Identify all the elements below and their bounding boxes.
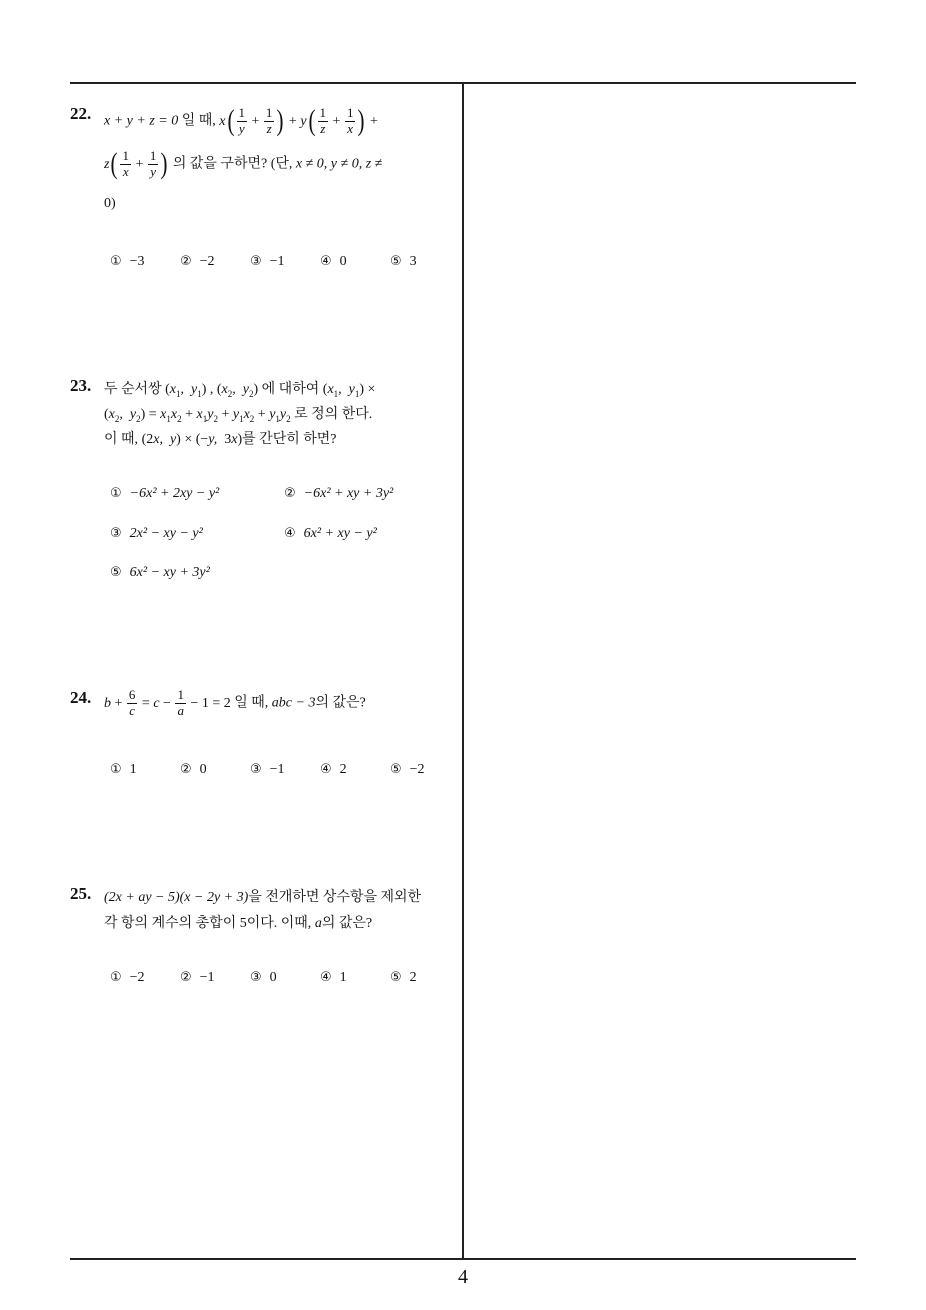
choice-5[interactable]: ⑤ −2 <box>390 762 425 777</box>
column-divider <box>462 82 464 1259</box>
condition-expr: x + y + z = 0 <box>104 113 179 129</box>
choice-3[interactable]: ③ −1 <box>250 762 285 777</box>
problem-25 <box>70 884 456 994</box>
problem-text: 를 간단히 하면? <box>242 432 337 447</box>
choice-3[interactable]: ③ 0 <box>250 970 277 985</box>
choice-5[interactable]: ⑤ 2 <box>390 970 417 985</box>
condition-expr: x ≠ 0, y ≠ 0, z ≠ <box>295 156 383 172</box>
expression: ($x_1$, $y_1$) , ($x_2$, $y_2$) <box>165 382 259 399</box>
problem-text: 각 항의 계수의 총합이 5이다. 이때, <box>104 916 312 931</box>
choice-1[interactable]: ① −2 <box>110 970 145 985</box>
problem-text: 두 순서쌍 <box>104 382 162 397</box>
choice-3[interactable]: ③ −1 <box>250 254 285 269</box>
problem-23-line-1 <box>104 378 375 399</box>
bottom-rule <box>70 1258 856 1260</box>
choice-2[interactable]: ② −2 <box>180 254 215 269</box>
choice-5[interactable]: ⑤ 3 <box>390 254 417 269</box>
expression: ($x_1$, $y_1$) × <box>322 382 376 399</box>
problem-23 <box>70 376 456 596</box>
choice-5[interactable]: ⑤ 6x² − xy + 3y² <box>110 565 210 580</box>
problem-text: 0) <box>104 196 116 211</box>
choice-2[interactable]: ② −1 <box>180 970 215 985</box>
variable: a <box>314 916 322 931</box>
problem-text: 일 때, <box>181 113 216 129</box>
problem-25-line-2 <box>104 912 372 932</box>
problem-22 <box>70 104 456 284</box>
expression: z( $\frac{1}{x}$ + $\frac{1}{y}$ ) <box>104 147 168 181</box>
choice-1[interactable]: ① −6x² + 2xy − y² <box>110 486 220 501</box>
choice-1[interactable]: ① 1 <box>110 762 137 777</box>
choice-4[interactable]: ④ 6x² + xy − y² <box>284 526 377 541</box>
problem-text: 을 전개하면 상수항을 제외한 <box>248 890 422 905</box>
problem-24 <box>70 688 456 798</box>
choice-4[interactable]: ④ 0 <box>320 254 347 269</box>
expression: ($x_2$, $y_2) = x_1x_2 + x_1y_2 + y_1x_2 + y_1y_2$ <box>104 407 291 424</box>
problem-23-line-2 <box>104 403 372 424</box>
problem-text: 의 값은? <box>315 695 366 711</box>
page-number: 4 <box>458 1266 468 1288</box>
choice-2[interactable]: ② 0 <box>180 762 207 777</box>
expression: (2x, y) × (−y, 3x) <box>141 432 243 447</box>
choice-1[interactable]: ① −3 <box>110 254 145 269</box>
problem-22-line-2 <box>104 149 382 180</box>
problem-text: 일 때, <box>234 695 269 711</box>
expression: b + $\frac{6}{c}$ = c − $\frac{1}{a}$ − 1 = 2 <box>104 687 231 718</box>
problem-number: 22. <box>70 104 92 123</box>
problem-number: 25. <box>70 884 92 903</box>
problem-text: 의 값은? <box>321 916 373 931</box>
choice-4[interactable]: ④ 2 <box>320 762 347 777</box>
problem-text: 의 값을 구하면? (단, <box>172 156 293 172</box>
problem-text: 에 대하여 <box>261 382 320 397</box>
choice-4[interactable]: ④ 1 <box>320 970 347 985</box>
expression: x( $\frac{1}{y}$ + $\frac{1}{z}$ ) + y( $\frac{1}{z}$ + $\frac{1}{x}$ ) + <box>219 104 378 138</box>
problem-25-line-1 <box>104 886 421 906</box>
problem-22-line-3 <box>104 196 116 212</box>
problem-text: 이 때, <box>104 432 139 447</box>
problem-number: 23. <box>70 376 92 395</box>
problem-24-line-1 <box>104 688 366 719</box>
expression: (2x + ay − 5)(x − 2y + 3) <box>104 890 249 905</box>
problem-22-line-1 <box>104 106 378 137</box>
choice-3[interactable]: ③ 2x² − xy − y² <box>110 526 203 541</box>
choice-2[interactable]: ② −6x² + xy + 3y² <box>284 486 394 501</box>
problem-number: 24. <box>70 688 92 707</box>
problem-text: 로 정의 한다. <box>294 407 373 422</box>
problem-23-line-3 <box>104 428 337 448</box>
expression: abc − 3 <box>271 695 316 711</box>
